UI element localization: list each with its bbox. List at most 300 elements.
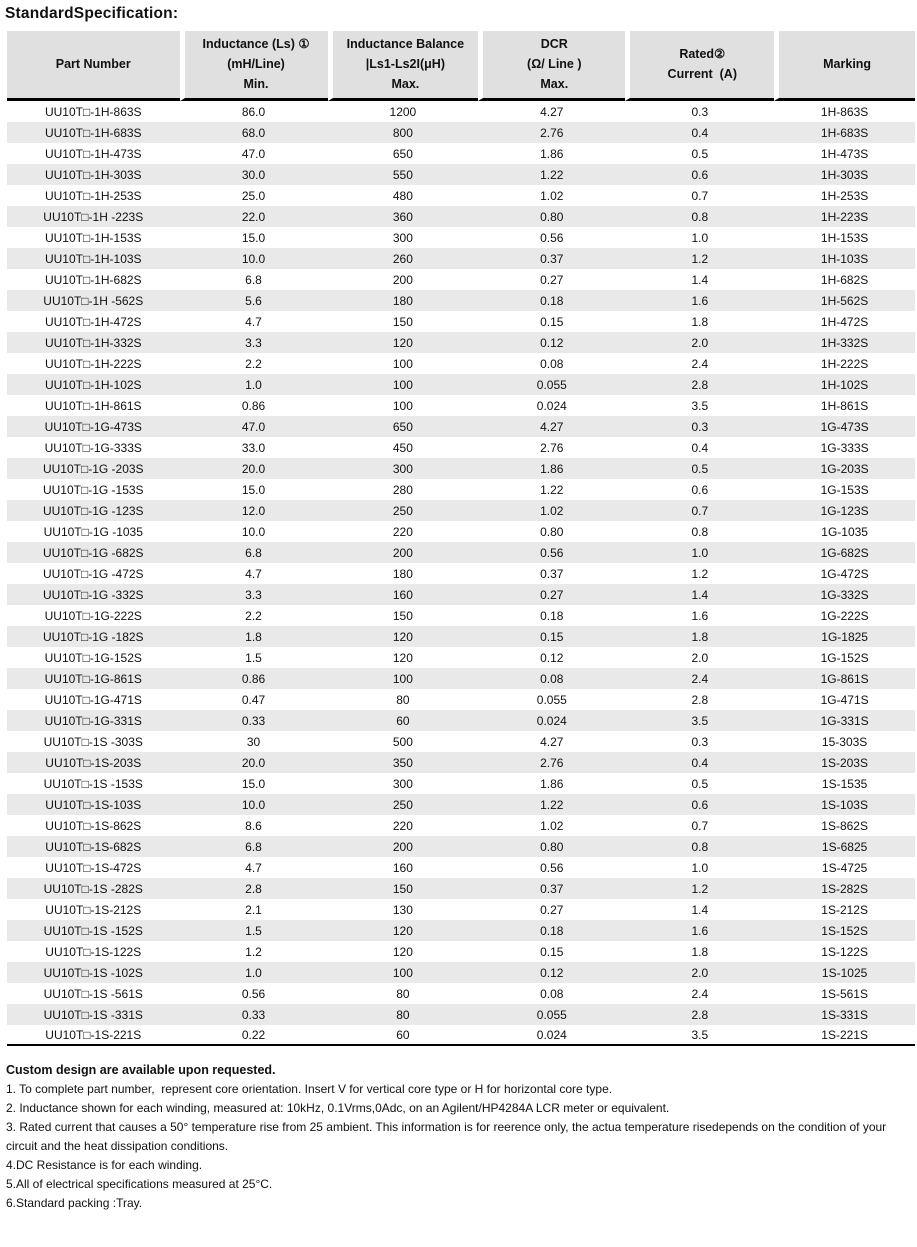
part-number-cell: UU10T□-1H-103S <box>7 248 180 269</box>
dcr-cell: 1.02 <box>478 500 625 521</box>
table-row <box>7 185 915 206</box>
header-line: Min. <box>243 77 269 91</box>
inductance-balance-cell: 160 <box>392 860 413 875</box>
inductance-min-cell: 0.56 <box>241 986 266 1001</box>
rated-current-cell: 2.4 <box>691 356 709 371</box>
part-number-cell: UU10T□-1H-863S <box>44 104 142 119</box>
col-header-dcr <box>478 31 625 101</box>
rated-current-cell: 1.0 <box>691 860 709 875</box>
marking-cell: 1H-683S <box>774 122 915 143</box>
table-row <box>7 878 915 899</box>
inductance-min-cell: 2.2 <box>245 608 262 623</box>
rated-current-cell: 0.7 <box>691 818 709 833</box>
part-number-cell: UU10T□-1G-473S <box>7 416 180 437</box>
rated-current-cell: 0.4 <box>691 440 709 455</box>
inductance-balance-cell: 120 <box>392 944 413 959</box>
rated-current-cell: 1.8 <box>625 626 774 647</box>
col-header-part-number <box>7 31 180 101</box>
table-row <box>7 794 915 815</box>
dcr-cell: 4.27 <box>540 734 564 749</box>
dcr-cell: 0.80 <box>478 206 625 227</box>
inductance-balance-cell: 280 <box>392 482 413 497</box>
dcr-cell: 1.86 <box>540 776 564 791</box>
dcr-cell: 1.22 <box>478 794 625 815</box>
rated-current-cell: 0.6 <box>625 794 774 815</box>
rated-current-cell: 2.8 <box>625 1004 774 1025</box>
marking-cell: 1G-123S <box>774 500 915 521</box>
dcr-cell: 0.37 <box>540 566 564 581</box>
inductance-balance-cell: 300 <box>392 776 413 791</box>
part-number-cell: UU10T□-1H-332S <box>7 332 180 353</box>
marking-cell: 1S-1025 <box>774 962 915 983</box>
inductance-min-cell: 22.0 <box>180 206 328 227</box>
dcr-cell: 0.055 <box>536 692 567 707</box>
dcr-cell: 1.86 <box>540 146 564 161</box>
note-2: 2. Inductance shown for each winding, measured at: 10kHz, 0.1Vrms,0Adc, on an Agilent/HP4284A LCR meter or equivalent. <box>6 1101 670 1115</box>
part-number-cell: UU10T□-1S-862S <box>45 818 142 833</box>
table-body <box>7 101 915 1046</box>
marking-cell: 1S-862S <box>821 818 868 833</box>
inductance-balance-cell: 350 <box>328 752 479 773</box>
header-line: Marking <box>823 57 872 71</box>
inductance-balance-cell: 80 <box>396 692 410 707</box>
inductance-min-cell: 4.7 <box>245 566 262 581</box>
inductance-balance-cell: 120 <box>328 626 479 647</box>
inductance-balance-cell: 200 <box>328 542 479 563</box>
inductance-min-cell: 12.0 <box>180 500 328 521</box>
marking-cell: 1H-472S <box>820 314 869 329</box>
rated-current-cell: 1.4 <box>625 584 774 605</box>
marking-cell: 1G-471S <box>820 692 869 707</box>
rated-current-cell: 1.2 <box>625 878 774 899</box>
marking-cell: 1S-152S <box>774 920 915 941</box>
rated-current-cell: 0.5 <box>625 458 774 479</box>
part-number-cell: UU10T□-1S-122S <box>45 944 142 959</box>
inductance-balance-cell: 650 <box>392 146 413 161</box>
rated-current-cell: 0.8 <box>691 524 709 539</box>
marking-cell: 1S-6825 <box>774 836 915 857</box>
dcr-cell: 0.08 <box>540 986 564 1001</box>
marking-cell: 1G-331S <box>774 710 915 731</box>
rated-current-cell: 1.4 <box>691 272 709 287</box>
part-number-cell: UU10T□-1G -123S <box>7 500 180 521</box>
marking-cell: 1S-561S <box>821 986 868 1001</box>
inductance-balance-cell: 800 <box>328 122 479 143</box>
part-number-cell: UU10T□-1G-471S <box>44 692 142 707</box>
part-number-cell: UU10T□-1S-472S <box>45 860 142 875</box>
rated-current-cell: 0.3 <box>625 416 774 437</box>
rated-current-cell: 0.3 <box>691 734 709 749</box>
table-row <box>7 920 915 941</box>
table-row <box>7 269 915 290</box>
inductance-balance-cell: 550 <box>328 164 479 185</box>
inductance-balance-cell: 100 <box>392 356 413 371</box>
inductance-balance-cell: 1200 <box>389 104 417 119</box>
inductance-balance-cell: 220 <box>392 524 413 539</box>
inductance-min-cell: 1.5 <box>245 650 262 665</box>
part-number-cell: UU10T□-1H-473S <box>44 146 142 161</box>
marking-cell: 1G-861S <box>774 668 915 689</box>
dcr-cell: 0.18 <box>478 290 625 311</box>
part-number-cell: UU10T□-1H-472S <box>44 314 142 329</box>
part-number-cell: UU10T□-1S -331S <box>7 1004 180 1025</box>
table-row <box>7 500 915 521</box>
table-row <box>7 416 915 437</box>
table-row <box>7 101 915 122</box>
inductance-balance-cell: 120 <box>392 650 413 665</box>
inductance-balance-cell: 130 <box>392 902 413 917</box>
part-number-cell: UU10T□-1H -562S <box>7 290 180 311</box>
part-number-cell: UU10T□-1G -682S <box>7 542 180 563</box>
table-row <box>7 983 915 1004</box>
part-number-cell: UU10T□-1H-303S <box>7 164 180 185</box>
dcr-cell: 0.80 <box>540 524 564 539</box>
table-row <box>7 899 915 920</box>
part-number-cell: UU10T□-1G -1035 <box>43 524 143 539</box>
dcr-cell: 0.56 <box>478 542 625 563</box>
table-row <box>7 521 915 542</box>
inductance-balance-cell: 150 <box>392 314 413 329</box>
rated-current-cell: 0.4 <box>625 122 774 143</box>
inductance-min-cell: 2.8 <box>180 878 328 899</box>
col-header-inductance <box>180 31 328 101</box>
table-row <box>7 332 915 353</box>
dcr-cell: 0.08 <box>540 356 564 371</box>
dcr-cell: 0.15 <box>540 314 564 329</box>
table-row <box>7 668 915 689</box>
inductance-balance-cell: 500 <box>392 734 413 749</box>
inductance-min-cell: 20.0 <box>180 458 328 479</box>
inductance-min-cell: 2.1 <box>245 902 262 917</box>
marking-cell: 1G-222S <box>820 608 869 623</box>
rated-current-cell: 1.6 <box>625 920 774 941</box>
inductance-balance-cell: 180 <box>392 566 413 581</box>
inductance-balance-cell: 80 <box>396 986 410 1001</box>
dcr-cell: 0.56 <box>540 860 564 875</box>
col-header-rated-current <box>625 31 774 101</box>
header-line: DCR <box>540 37 568 51</box>
part-number-cell: UU10T□-1H-153S <box>44 230 142 245</box>
note-3: 3. Rated current that causes a 50° temperature rise from 25 ambient. This information is for reerence only, the actua temperature risedepends on the condition of your circuit and the heat dissipation conditions. <box>6 1120 887 1153</box>
marking-cell: 1H-332S <box>774 332 915 353</box>
part-number-cell: UU10T□-1G -153S <box>42 482 144 497</box>
table-row <box>7 479 915 500</box>
marking-cell: 1G-153S <box>820 482 869 497</box>
inductance-min-cell: 0.33 <box>180 1004 328 1025</box>
table-row <box>7 395 915 416</box>
table-row <box>7 1004 915 1025</box>
dcr-cell: 4.27 <box>478 416 625 437</box>
marking-cell: 1G-152S <box>820 650 869 665</box>
specification-table <box>7 31 915 1046</box>
inductance-min-cell: 1.0 <box>180 962 328 983</box>
table-row <box>7 227 915 248</box>
table-row <box>7 815 915 836</box>
inductance-balance-cell: 160 <box>328 584 479 605</box>
dcr-cell: 2.76 <box>478 122 625 143</box>
inductance-balance-cell: 260 <box>328 248 479 269</box>
notes-heading: Custom design are available upon requested. <box>6 1063 276 1077</box>
dcr-cell: 0.37 <box>478 248 625 269</box>
inductance-balance-cell: 650 <box>328 416 479 437</box>
header-row <box>7 31 915 101</box>
part-number-cell: UU10T□-1H-102S <box>7 374 180 395</box>
rated-current-cell: 2.4 <box>625 668 774 689</box>
dcr-cell: 0.12 <box>478 332 625 353</box>
inductance-min-cell: 47.0 <box>241 146 266 161</box>
part-number-cell: UU10T□-1S -102S <box>7 962 180 983</box>
marking-cell: 1H-222S <box>820 356 869 371</box>
table-row <box>7 605 915 626</box>
table-row <box>7 353 915 374</box>
dcr-cell: 0.18 <box>478 920 625 941</box>
inductance-balance-cell: 450 <box>392 440 413 455</box>
table-row <box>7 584 915 605</box>
inductance-balance-cell: 150 <box>392 608 413 623</box>
marking-cell: 1S-1535 <box>821 776 868 791</box>
header-line: Max. <box>391 77 420 91</box>
marking-cell: 1H-562S <box>774 290 915 311</box>
inductance-min-cell: 1.8 <box>180 626 328 647</box>
rated-current-cell: 0.3 <box>691 104 709 119</box>
dcr-cell: 0.08 <box>478 668 625 689</box>
note-4: 4.DC Resistance is for each winding. <box>6 1158 203 1172</box>
col-header-marking <box>774 31 915 101</box>
marking-cell: 1S-282S <box>774 878 915 899</box>
marking-cell: 1H-473S <box>820 146 869 161</box>
dcr-cell: 1.86 <box>478 458 625 479</box>
table-row <box>7 143 915 164</box>
inductance-min-cell: 47.0 <box>180 416 328 437</box>
part-number-cell: UU10T□-1G-861S <box>7 668 180 689</box>
marking-cell: 1G-203S <box>774 458 915 479</box>
rated-current-cell: 1.6 <box>625 290 774 311</box>
rated-current-cell: 0.5 <box>691 146 709 161</box>
inductance-min-cell: 10.0 <box>180 794 328 815</box>
part-number-cell: UU10T□-1G -182S <box>7 626 180 647</box>
header-line: Rated② <box>679 47 726 61</box>
inductance-min-cell: 3.3 <box>180 332 328 353</box>
part-number-cell: UU10T□-1S-203S <box>7 752 180 773</box>
part-number-cell: UU10T□-1S-221S <box>7 1025 180 1046</box>
rated-current-cell: 1.6 <box>691 608 709 623</box>
part-number-cell: UU10T□-1S -153S <box>43 776 143 791</box>
dcr-cell: 0.37 <box>478 878 625 899</box>
dcr-cell: 0.12 <box>478 962 625 983</box>
part-number-cell: UU10T□-1S -152S <box>7 920 180 941</box>
table-header <box>7 31 915 101</box>
part-number-cell: UU10T□-1S-103S <box>7 794 180 815</box>
inductance-min-cell: 1.0 <box>180 374 328 395</box>
notes-section <box>6 1061 914 1213</box>
header-line: Inductance Balance <box>346 37 465 51</box>
dcr-cell: 4.27 <box>540 104 564 119</box>
rated-current-cell: 1.8 <box>691 944 709 959</box>
note-1: 1. To complete part number, represent core orientation. Insert V for vertical core type or H for horizontal core type. <box>6 1082 613 1096</box>
table-row <box>7 164 915 185</box>
part-number-cell: UU10T□-1H-861S <box>44 398 142 413</box>
table-row <box>7 1025 915 1046</box>
inductance-min-cell: 3.3 <box>180 584 328 605</box>
inductance-balance-cell: 200 <box>392 272 413 287</box>
rated-current-cell: 3.5 <box>625 1025 774 1046</box>
part-number-cell: UU10T□-1G-152S <box>44 650 142 665</box>
header-line: Inductance (Ls) ① <box>202 37 310 51</box>
marking-cell: 1H-102S <box>774 374 915 395</box>
inductance-min-cell: 0.47 <box>241 692 266 707</box>
inductance-min-cell: 6.8 <box>245 272 262 287</box>
inductance-balance-cell: 150 <box>328 878 479 899</box>
inductance-balance-cell: 300 <box>392 230 413 245</box>
marking-cell: 1H-303S <box>774 164 915 185</box>
marking-cell: 1S-203S <box>774 752 915 773</box>
rated-current-cell: 0.6 <box>691 482 709 497</box>
table-row <box>7 206 915 227</box>
inductance-balance-cell: 80 <box>328 1004 479 1025</box>
inductance-min-cell: 1.2 <box>245 944 262 959</box>
marking-cell: 1S-103S <box>774 794 915 815</box>
rated-current-cell: 1.8 <box>691 314 709 329</box>
table-row <box>7 563 915 584</box>
inductance-balance-cell: 250 <box>328 794 479 815</box>
table-row <box>7 458 915 479</box>
part-number-cell: UU10T□-1H-222S <box>44 356 142 371</box>
part-number-cell: UU10T□-1G-333S <box>44 440 142 455</box>
rated-current-cell: 2.0 <box>691 650 709 665</box>
part-number-cell: UU10T□-1H-253S <box>44 188 142 203</box>
dcr-cell: 0.15 <box>540 944 564 959</box>
marking-cell: 1S-212S <box>821 902 868 917</box>
dcr-cell: 2.76 <box>540 440 564 455</box>
marking-cell: 1H-103S <box>774 248 915 269</box>
dcr-cell: 0.055 <box>478 1004 625 1025</box>
header-line: Max. <box>540 77 569 91</box>
part-number-cell: UU10T□-1S-682S <box>7 836 180 857</box>
inductance-min-cell: 0.22 <box>180 1025 328 1046</box>
table-row <box>7 731 915 752</box>
part-number-cell: UU10T□-1H -223S <box>7 206 180 227</box>
rated-current-cell: 1.4 <box>691 902 709 917</box>
dcr-cell: 0.18 <box>540 608 564 623</box>
table-row <box>7 857 915 878</box>
rated-current-cell: 2.8 <box>625 374 774 395</box>
table-row <box>7 122 915 143</box>
inductance-min-cell: 4.7 <box>245 860 262 875</box>
table-row <box>7 773 915 794</box>
part-number-cell: UU10T□-1G -472S <box>42 566 144 581</box>
header-line: (mH/Line) <box>227 57 285 71</box>
part-number-cell: UU10T□-1H-682S <box>44 272 142 287</box>
dcr-cell: 0.055 <box>478 374 625 395</box>
dcr-cell: 0.024 <box>536 398 567 413</box>
part-number-cell: UU10T□-1G -332S <box>7 584 180 605</box>
inductance-balance-cell: 180 <box>328 290 479 311</box>
inductance-min-cell: 0.86 <box>180 668 328 689</box>
marking-cell: 1G-473S <box>774 416 915 437</box>
inductance-min-cell: 6.8 <box>180 836 328 857</box>
inductance-balance-cell: 120 <box>328 920 479 941</box>
inductance-min-cell: 0.33 <box>180 710 328 731</box>
inductance-balance-cell: 300 <box>328 458 479 479</box>
inductance-min-cell: 30.0 <box>180 164 328 185</box>
inductance-min-cell: 25.0 <box>241 188 266 203</box>
note-5: 5.All of electrical specifications measured at 25°C. <box>6 1177 273 1191</box>
dcr-cell: 0.27 <box>540 272 564 287</box>
inductance-min-cell: 15.0 <box>241 482 266 497</box>
marking-cell: 1G-472S <box>820 566 869 581</box>
inductance-min-cell: 33.0 <box>241 440 266 455</box>
rated-current-cell: 0.7 <box>625 500 774 521</box>
inductance-min-cell: 30 <box>246 734 261 749</box>
marking-cell: 1G-333S <box>820 440 869 455</box>
header-line: (Ω/ Line ) <box>527 57 582 71</box>
part-number-cell: UU10T□-1G -203S <box>7 458 180 479</box>
marking-cell: 1G-332S <box>774 584 915 605</box>
table-row <box>7 836 915 857</box>
table-row <box>7 626 915 647</box>
header-line: |Ls1-Ls2I(μH) <box>365 57 445 71</box>
inductance-min-cell: 4.7 <box>245 314 262 329</box>
rated-current-cell: 0.6 <box>625 164 774 185</box>
dcr-cell: 0.15 <box>478 626 625 647</box>
table-row <box>7 647 915 668</box>
table-row <box>7 689 915 710</box>
inductance-balance-cell: 60 <box>328 1025 479 1046</box>
inductance-min-cell: 5.6 <box>180 290 328 311</box>
inductance-min-cell: 86.0 <box>241 104 266 119</box>
inductance-balance-cell: 200 <box>328 836 479 857</box>
note-6: 6.Standard packing :Tray. <box>6 1196 143 1210</box>
inductance-min-cell: 15.0 <box>241 776 266 791</box>
table-row <box>7 752 915 773</box>
inductance-min-cell: 6.8 <box>180 542 328 563</box>
dcr-cell: 2.76 <box>478 752 625 773</box>
inductance-balance-cell: 250 <box>328 500 479 521</box>
rated-current-cell: 2.0 <box>625 962 774 983</box>
rated-current-cell: 0.8 <box>625 836 774 857</box>
rated-current-cell: 1.2 <box>691 566 709 581</box>
dcr-cell: 0.27 <box>540 902 564 917</box>
marking-cell: 1G-1035 <box>821 524 868 539</box>
inductance-min-cell: 8.6 <box>245 818 262 833</box>
marking-cell: 15-303S <box>821 734 868 749</box>
dcr-cell: 0.024 <box>478 1025 625 1046</box>
inductance-balance-cell: 100 <box>392 398 413 413</box>
page-title: StandardSpecification: <box>5 5 179 22</box>
dcr-cell: 1.22 <box>540 482 564 497</box>
inductance-min-cell: 10.0 <box>241 524 266 539</box>
part-number-cell: UU10T□-1H-683S <box>7 122 180 143</box>
rated-current-cell: 3.5 <box>691 398 709 413</box>
table-row <box>7 437 915 458</box>
rated-current-cell: 2.4 <box>691 986 709 1001</box>
inductance-balance-cell: 480 <box>392 188 413 203</box>
part-number-cell: UU10T□-1G-222S <box>44 608 142 623</box>
inductance-min-cell: 15.0 <box>241 230 266 245</box>
rated-current-cell: 0.4 <box>625 752 774 773</box>
inductance-balance-cell: 100 <box>328 962 479 983</box>
rated-current-cell: 1.0 <box>691 230 709 245</box>
part-number-cell: UU10T□-1S -561S <box>43 986 143 1001</box>
rated-current-cell: 2.8 <box>691 692 709 707</box>
marking-cell: 1H-682S <box>820 272 869 287</box>
dcr-cell: 1.22 <box>478 164 625 185</box>
rated-current-cell: 0.7 <box>691 188 709 203</box>
rated-current-cell: 1.2 <box>625 248 774 269</box>
marking-cell: 1H-153S <box>820 230 869 245</box>
header-line: Current (A) <box>667 67 737 81</box>
inductance-balance-cell: 60 <box>328 710 479 731</box>
